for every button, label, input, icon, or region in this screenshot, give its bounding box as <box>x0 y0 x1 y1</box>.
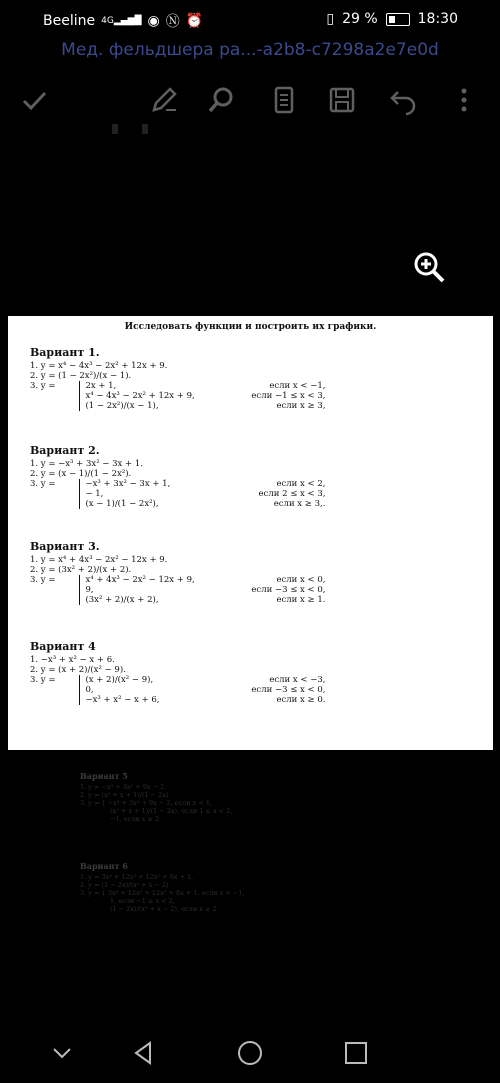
carrier-label: Beeline <box>43 13 96 29</box>
zoom-in-icon[interactable] <box>412 250 446 284</box>
piece-cond: если x ≥ 0. <box>276 695 326 705</box>
navigation-bar <box>0 1023 500 1083</box>
task-line: −1, если x ≥ 2. <box>110 815 162 823</box>
task-line: (1 − 2x)/(x² + x − 2), если x ≥ 2. <box>110 905 219 913</box>
pen-icon[interactable] <box>148 84 180 116</box>
piecewise-row <box>30 479 480 509</box>
task-line: 2. y = (x² + x + 1)/(1 − 2x). <box>80 791 171 799</box>
variant-4 <box>30 642 480 705</box>
piece-cond: если x ≥ 3, <box>276 401 326 411</box>
piece-cond: если x < 2, <box>276 479 326 489</box>
check-icon[interactable] <box>18 84 50 116</box>
task-line: 1. y = −x³ + 3x² − 3x + 1. <box>30 459 143 469</box>
piece-cond: если x < −1, <box>269 381 326 391</box>
task-line: 2. y = (1 − 2x)/(x² + x − 2). <box>80 881 171 889</box>
clock: 18:30 <box>417 11 458 27</box>
variant-title: Вариант 3. <box>30 540 100 553</box>
piece-cond: если 2 ≤ x < 3, <box>258 489 326 499</box>
piece-cond: если x < 0, <box>276 575 326 585</box>
variant-title: Вариант 1. <box>30 346 100 359</box>
piecewise-function <box>79 575 325 605</box>
hotspot-icon: ◉ <box>147 13 160 29</box>
piece-expr: 2x + 1, <box>85 381 117 391</box>
faded-variant-6 <box>80 862 380 913</box>
vibrate-icon: ▯ <box>326 11 335 27</box>
task-line: 1. y = x⁴ + 4x³ − 2x² − 12x + 9. <box>30 555 168 565</box>
variant-3 <box>30 542 480 605</box>
piece-expr: (x + 2)/(x² − 9), <box>85 675 154 685</box>
chevron-down-icon[interactable] <box>48 1039 76 1067</box>
faded-variant-5 <box>80 772 380 823</box>
variant-title: Вариант 6 <box>80 861 128 871</box>
task-line: 2. y = (x + 2)/(x² − 9). <box>30 665 126 675</box>
task-line: 1. y = −x³ + 3x² + 9x − 2. <box>80 783 167 791</box>
piecewise-function <box>79 675 325 705</box>
save-icon[interactable] <box>326 84 358 116</box>
piece-cond: если −3 ≤ x < 0, <box>251 585 326 595</box>
task-line: 1. y = x⁴ − 4x³ − 2x² + 12x + 9. <box>30 361 168 371</box>
more-icon[interactable] <box>448 84 480 116</box>
document-page[interactable] <box>8 316 493 750</box>
document-icon[interactable] <box>268 84 300 116</box>
piecewise-row <box>30 381 480 411</box>
piece-cond: если x ≥ 3,. <box>273 499 326 509</box>
piece-expr: (x − 1)/(1 − 2x²), <box>85 499 159 509</box>
variant-1 <box>30 348 480 411</box>
task-line: 1. y = 3x⁴ + 12x³ + 12x² + 6x + 1. <box>80 873 194 881</box>
battery-percent: 29 % <box>342 11 378 27</box>
variant-title: Вариант 5 <box>80 771 128 781</box>
variant-2 <box>30 446 480 509</box>
piece-expr: x⁴ − 4x³ − 2x² + 12x + 9, <box>85 391 195 401</box>
variant-title: Вариант 4 <box>30 640 96 653</box>
toolbar <box>0 70 500 130</box>
task-number: 3. y = <box>30 675 56 685</box>
home-icon[interactable] <box>236 1039 264 1067</box>
signal-icon: 4G▂▄▆█ <box>101 16 142 26</box>
variant-title: Вариант 2. <box>30 444 100 457</box>
task-line: (x² + x + 1)/(1 − 2x), если 1 ≤ x < 2, <box>110 807 233 815</box>
piece-expr: 9, <box>85 585 94 595</box>
doc-heading: Исследовать функции и построить их графики. <box>124 322 377 332</box>
status-bar <box>0 0 500 38</box>
recents-icon[interactable] <box>342 1039 370 1067</box>
piece-expr: −x³ + 3x² − 3x + 1, <box>85 479 171 489</box>
piecewise-function <box>79 381 325 411</box>
nfc-icon: Ⓝ <box>165 14 180 30</box>
task-number: 3. y = <box>30 575 56 585</box>
piece-cond: если −3 ≤ x < 0, <box>251 685 326 695</box>
page-fragment <box>112 124 152 134</box>
task-line: 3. y = { 3x⁴ + 12x³ + 12x² + 8x + 1, если x < −1, <box>80 889 245 897</box>
task-number: 3. y = <box>30 479 56 489</box>
task-line: 2. y = (x − 1)/(1 − 2x²). <box>30 469 132 479</box>
battery-icon <box>386 13 410 26</box>
piece-expr: 0, <box>85 685 94 695</box>
back-icon[interactable] <box>130 1039 158 1067</box>
task-line: 1, если −1 ≤ x < 2, <box>110 897 175 905</box>
task-line: 3. y = { −x³ + 3x² + 9x − 2, если x < 1, <box>80 799 213 807</box>
piece-cond: если x ≥ 1. <box>276 595 326 605</box>
document-title: Мед. фельдшера ра...-a2b8-c7298a2e7e0d <box>61 40 439 60</box>
piece-expr: − 1, <box>85 489 104 499</box>
task-line: 2. y = (1 − 2x²)/(x − 1). <box>30 371 132 381</box>
piecewise-row <box>30 575 480 605</box>
task-number: 3. y = <box>30 381 56 391</box>
piecewise-row <box>30 675 480 705</box>
piece-expr: −x³ + x² − x + 6, <box>85 695 160 705</box>
alarm-icon: ⏰ <box>185 13 204 29</box>
search-icon[interactable] <box>206 84 238 116</box>
piece-expr: x⁴ + 4x³ − 2x² − 12x + 9, <box>85 575 195 585</box>
piecewise-function <box>79 479 325 509</box>
task-line: 2. y = (3x² + 2)/(x + 2). <box>30 565 132 575</box>
piece-cond: если x < −3, <box>269 675 326 685</box>
piece-expr: (1 − 2x²)/(x − 1), <box>85 401 159 411</box>
task-line: 1. −x³ + x² − x + 6. <box>30 655 115 665</box>
piece-expr: (3x² + 2)/(x + 2), <box>85 595 159 605</box>
undo-icon[interactable] <box>388 84 420 116</box>
piece-cond: если −1 ≤ x < 3, <box>251 391 326 401</box>
